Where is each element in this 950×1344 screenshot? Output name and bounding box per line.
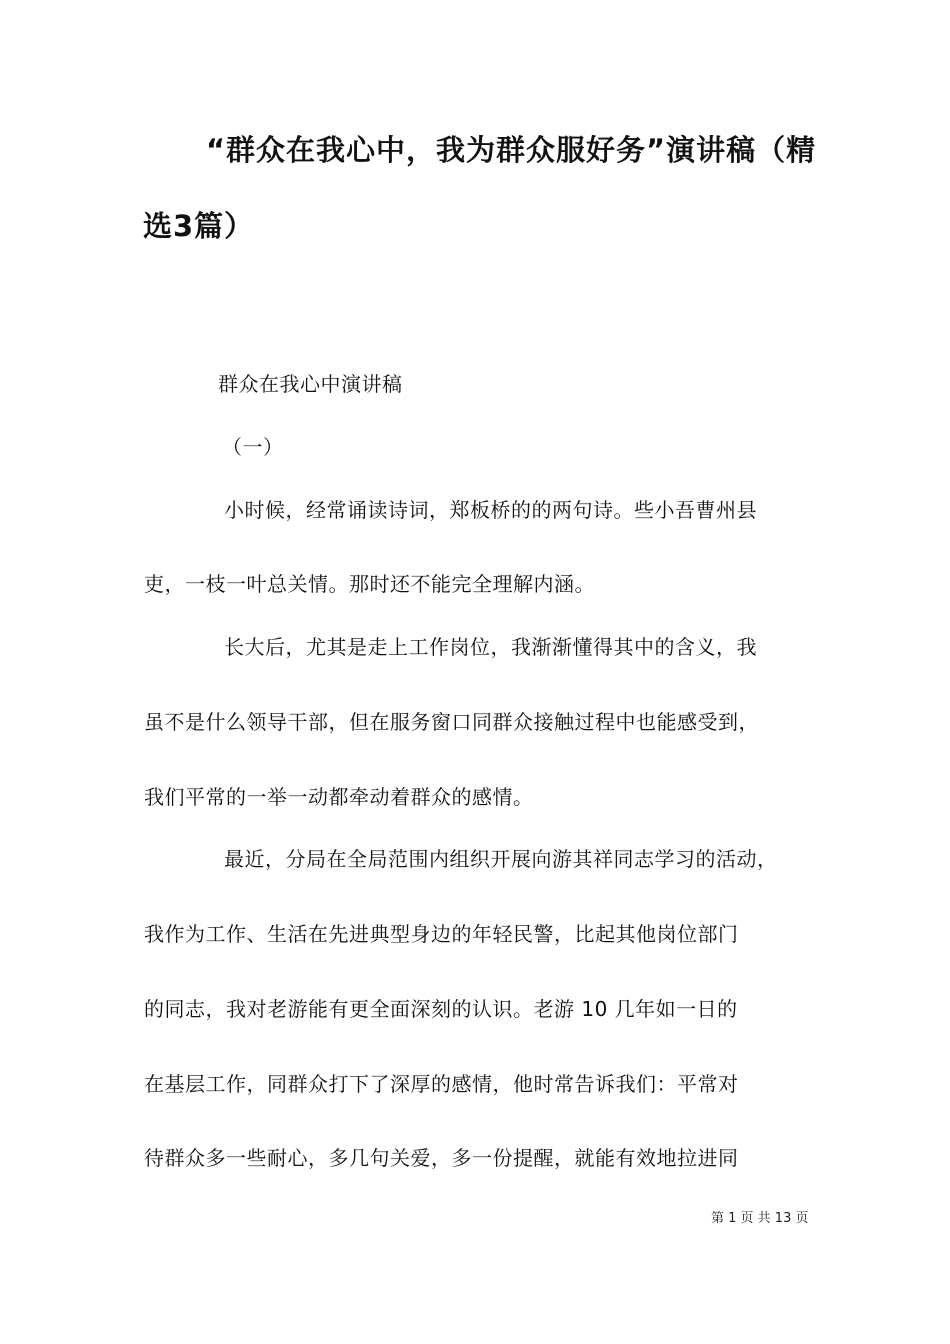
page-number-footer: 第 1 页 共 13 页 (711, 1211, 809, 1226)
document-title-line-1: “群众在我心中，我为群众服好务”演讲稿（精 (206, 133, 817, 167)
body-line-5: 我们平常的一举一动都牵动着群众的感情。 (144, 785, 534, 809)
section-subtitle: 群众在我心中演讲稿 (218, 372, 403, 396)
section-number: （一） (222, 435, 284, 459)
body-line-10: 待群众多一些耐心，多几句关爱，多一份提醒，就能有效地拉进同 (144, 1146, 739, 1170)
body-line-3: 长大后，尤其是走上工作岗位，我渐渐懂得其中的含义，我 (224, 635, 757, 659)
body-line-8: 的同志，我对老游能有更全面深刻的认识。老游 10 几年如一日的 (144, 997, 738, 1021)
body-line-6: 最近，分局在全局范围内组织开展向游其祥同志学习的活动， (224, 847, 778, 871)
body-line-9: 在基层工作，同群众打下了深厚的感情，他时常告诉我们：平常对 (144, 1072, 739, 1096)
body-line-1: 小时候，经常诵读诗词，郑板桥的的两句诗。些小吾曹州县 (224, 498, 757, 522)
document-title-line-2: 选3篇） (143, 209, 255, 243)
body-line-2: 吏，一枝一叶总关情。那时还不能完全理解内涵。 (144, 572, 595, 596)
body-line-4: 虽不是什么领导干部，但在服务窗口同群众接触过程中也能感受到， (144, 710, 759, 734)
body-line-7: 我作为工作、生活在先进典型身边的年轻民警，比起其他岗位部门 (144, 922, 739, 946)
